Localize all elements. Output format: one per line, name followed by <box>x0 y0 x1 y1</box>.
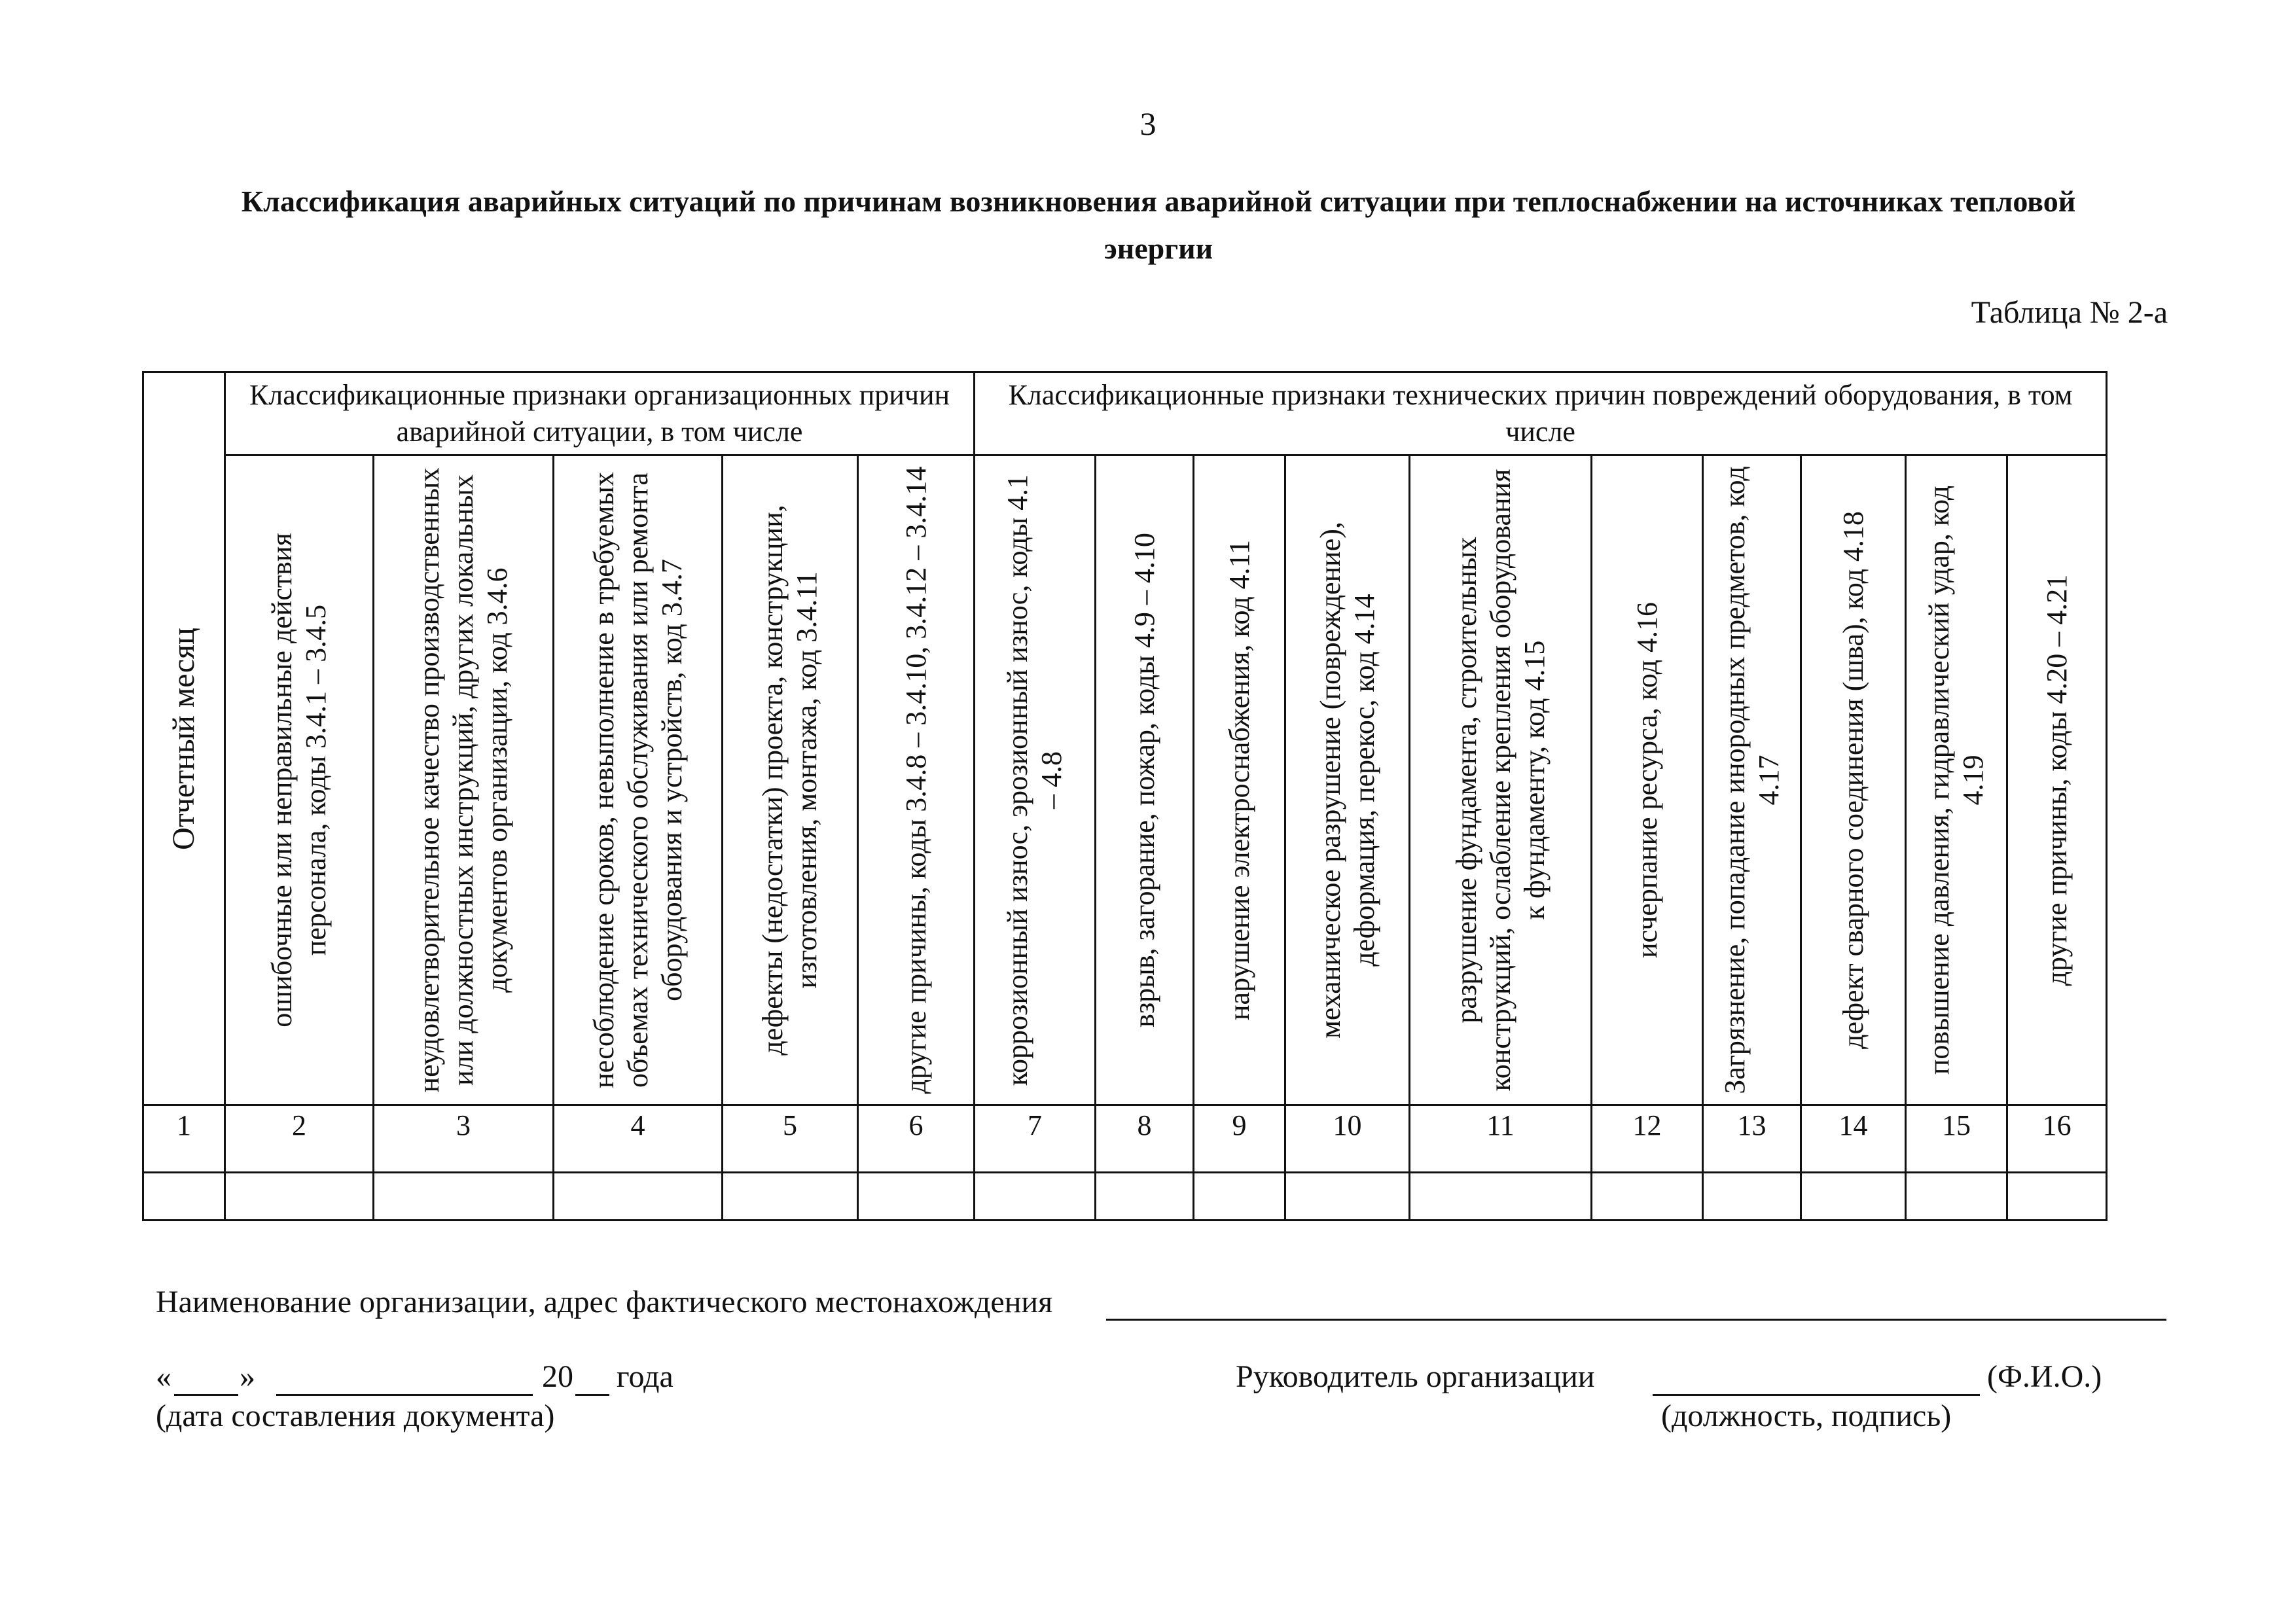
year-suffix: года <box>617 1359 673 1394</box>
column-number: 15 <box>1906 1105 2007 1173</box>
header-col-3-label: неудовлетворительное качество производственных или должностных инструкций, других локальных документов организации, код 3.4.6 <box>413 467 513 1093</box>
header-col-6-label: другие причины, коды 3.4.8 – 3.4.10, 3.4.12 – 3.4.14 <box>899 466 932 1094</box>
entry-cell[interactable] <box>1285 1173 1410 1221</box>
column-number: 10 <box>1285 1105 1410 1173</box>
header-col-9-label: нарушение электроснабжения, код 4.11 <box>1223 540 1255 1020</box>
header-col-12 <box>1592 455 1703 1105</box>
column-number: 11 <box>1410 1105 1592 1173</box>
data-entry-row[interactable] <box>143 1173 2107 1221</box>
header-col-15 <box>1906 455 2007 1105</box>
column-number: 3 <box>374 1105 554 1173</box>
header-reporting-month <box>143 372 225 1105</box>
date-open-quote: « <box>156 1359 171 1394</box>
header-col-2-label: ошибочные или неправильные действия персонала, коды 3.4.1 – 3.4.5 <box>266 533 332 1027</box>
header-col-9 <box>1194 455 1285 1105</box>
column-number-row <box>143 1105 2107 1173</box>
header-col-13-label: Загрязнение, попадание инородных предметов, код 4.17 <box>1718 466 1785 1094</box>
column-number: 4 <box>554 1105 723 1173</box>
date-close-quote: » <box>240 1359 255 1394</box>
header-col-11 <box>1410 455 1592 1105</box>
header-col-4 <box>554 455 723 1105</box>
entry-cell[interactable] <box>975 1173 1096 1221</box>
entry-cell[interactable] <box>1703 1173 1801 1221</box>
date-day-field[interactable] <box>174 1361 238 1396</box>
header-group-technical: Классификационные признаки технических причин повреждений оборудования, в том числе <box>975 372 2107 455</box>
column-number: 1 <box>143 1105 225 1173</box>
org-name-label: Наименование организации, адрес фактического местонахождения <box>156 1285 1053 1319</box>
signature-caption: (должность, подпись) <box>1661 1399 1952 1433</box>
column-number: 8 <box>1096 1105 1194 1173</box>
header-col-7-label: коррозионный износ, эрозионный износ, коды 4.1 – 4.8 <box>1001 474 1068 1086</box>
column-number: 7 <box>975 1105 1096 1173</box>
entry-cell[interactable] <box>225 1173 374 1221</box>
column-number: 13 <box>1703 1105 1801 1173</box>
header-col-3 <box>374 455 554 1105</box>
header-col-6 <box>858 455 975 1105</box>
header-col-10 <box>1285 455 1410 1105</box>
entry-cell[interactable] <box>1592 1173 1703 1221</box>
org-name-field[interactable] <box>1106 1286 2166 1321</box>
header-col-16 <box>2007 455 2107 1105</box>
date-caption: (дата составления документа) <box>156 1399 555 1433</box>
header-col-8-label: взрыв, загорание, пожар, коды 4.9 – 4.10 <box>1128 533 1160 1027</box>
column-number: 5 <box>723 1105 858 1173</box>
header-col-13 <box>1703 455 1801 1105</box>
entry-cell[interactable] <box>374 1173 554 1221</box>
document-title: Классификация аварийных ситуаций по причинам возникновения аварийной ситуации при теплоснабжении на источниках тепловой энергии <box>241 185 2076 265</box>
header-group-organizational: Классификационные признаки организационных причин аварийной ситуации, в том числе <box>225 372 975 455</box>
entry-cell[interactable] <box>858 1173 975 1221</box>
header-reporting-month-label: Отчетный месяц <box>166 627 201 850</box>
header-col-14-label: дефект сварного соединения (шва), код 4.18 <box>1837 511 1869 1049</box>
date-month-field[interactable] <box>276 1361 533 1396</box>
year-prefix: 20 <box>542 1359 573 1394</box>
page-number: 3 <box>1139 105 1157 142</box>
header-col-7 <box>975 455 1096 1105</box>
entry-cell[interactable] <box>1194 1173 1285 1221</box>
entry-cell[interactable] <box>554 1173 723 1221</box>
header-col-10-label: механическое разрушение (повреждение), деформация, перекос, код 4.14 <box>1314 522 1380 1039</box>
column-number: 9 <box>1194 1105 1285 1173</box>
header-col-15-label: повышение давления, гидравлический удар, код 4.19 <box>1923 485 1990 1075</box>
header-col-14 <box>1801 455 1906 1105</box>
entry-cell[interactable] <box>1096 1173 1194 1221</box>
header-col-11-label: разрушение фундамента, строительных конструкций, ослабление крепления оборудования к фундаменту, код 4.15 <box>1450 469 1551 1092</box>
header-col-5 <box>723 455 858 1105</box>
entry-cell[interactable] <box>1906 1173 2007 1221</box>
fio-label: (Ф.И.О.) <box>1987 1359 2102 1394</box>
entry-cell[interactable] <box>723 1173 858 1221</box>
column-number: 14 <box>1801 1105 1906 1173</box>
header-col-8 <box>1096 455 1194 1105</box>
entry-cell[interactable] <box>143 1173 225 1221</box>
signature-field[interactable] <box>1653 1361 1980 1396</box>
date-year-field[interactable] <box>575 1361 609 1396</box>
entry-cell[interactable] <box>1410 1173 1592 1221</box>
table-number: Таблица № 2-а <box>1971 295 2168 330</box>
header-col-16-label: другие причины, коды 4.20 – 4.21 <box>2040 574 2073 986</box>
header-col-2 <box>225 455 374 1105</box>
header-col-5-label: дефекты (недостатки) проекта, конструкции, изготовления, монтажа, код 3.4.11 <box>757 505 823 1056</box>
column-number: 12 <box>1592 1105 1703 1173</box>
entry-cell[interactable] <box>1801 1173 1906 1221</box>
entry-cell[interactable] <box>2007 1173 2107 1221</box>
header-col-12-label: исчерпание ресурса, код 4.16 <box>1630 602 1663 958</box>
column-number: 2 <box>225 1105 374 1173</box>
header-col-4-label: несоблюдение сроков, невыполнение в требуемых объемах технического обслуживания или ремонта оборудования и устройств, код 3.4.7 <box>587 472 688 1088</box>
column-number: 6 <box>858 1105 975 1173</box>
classification-table <box>142 371 2108 1221</box>
column-number: 16 <box>2007 1105 2107 1173</box>
head-of-organization-label: Руководитель организации <box>1236 1359 1595 1394</box>
